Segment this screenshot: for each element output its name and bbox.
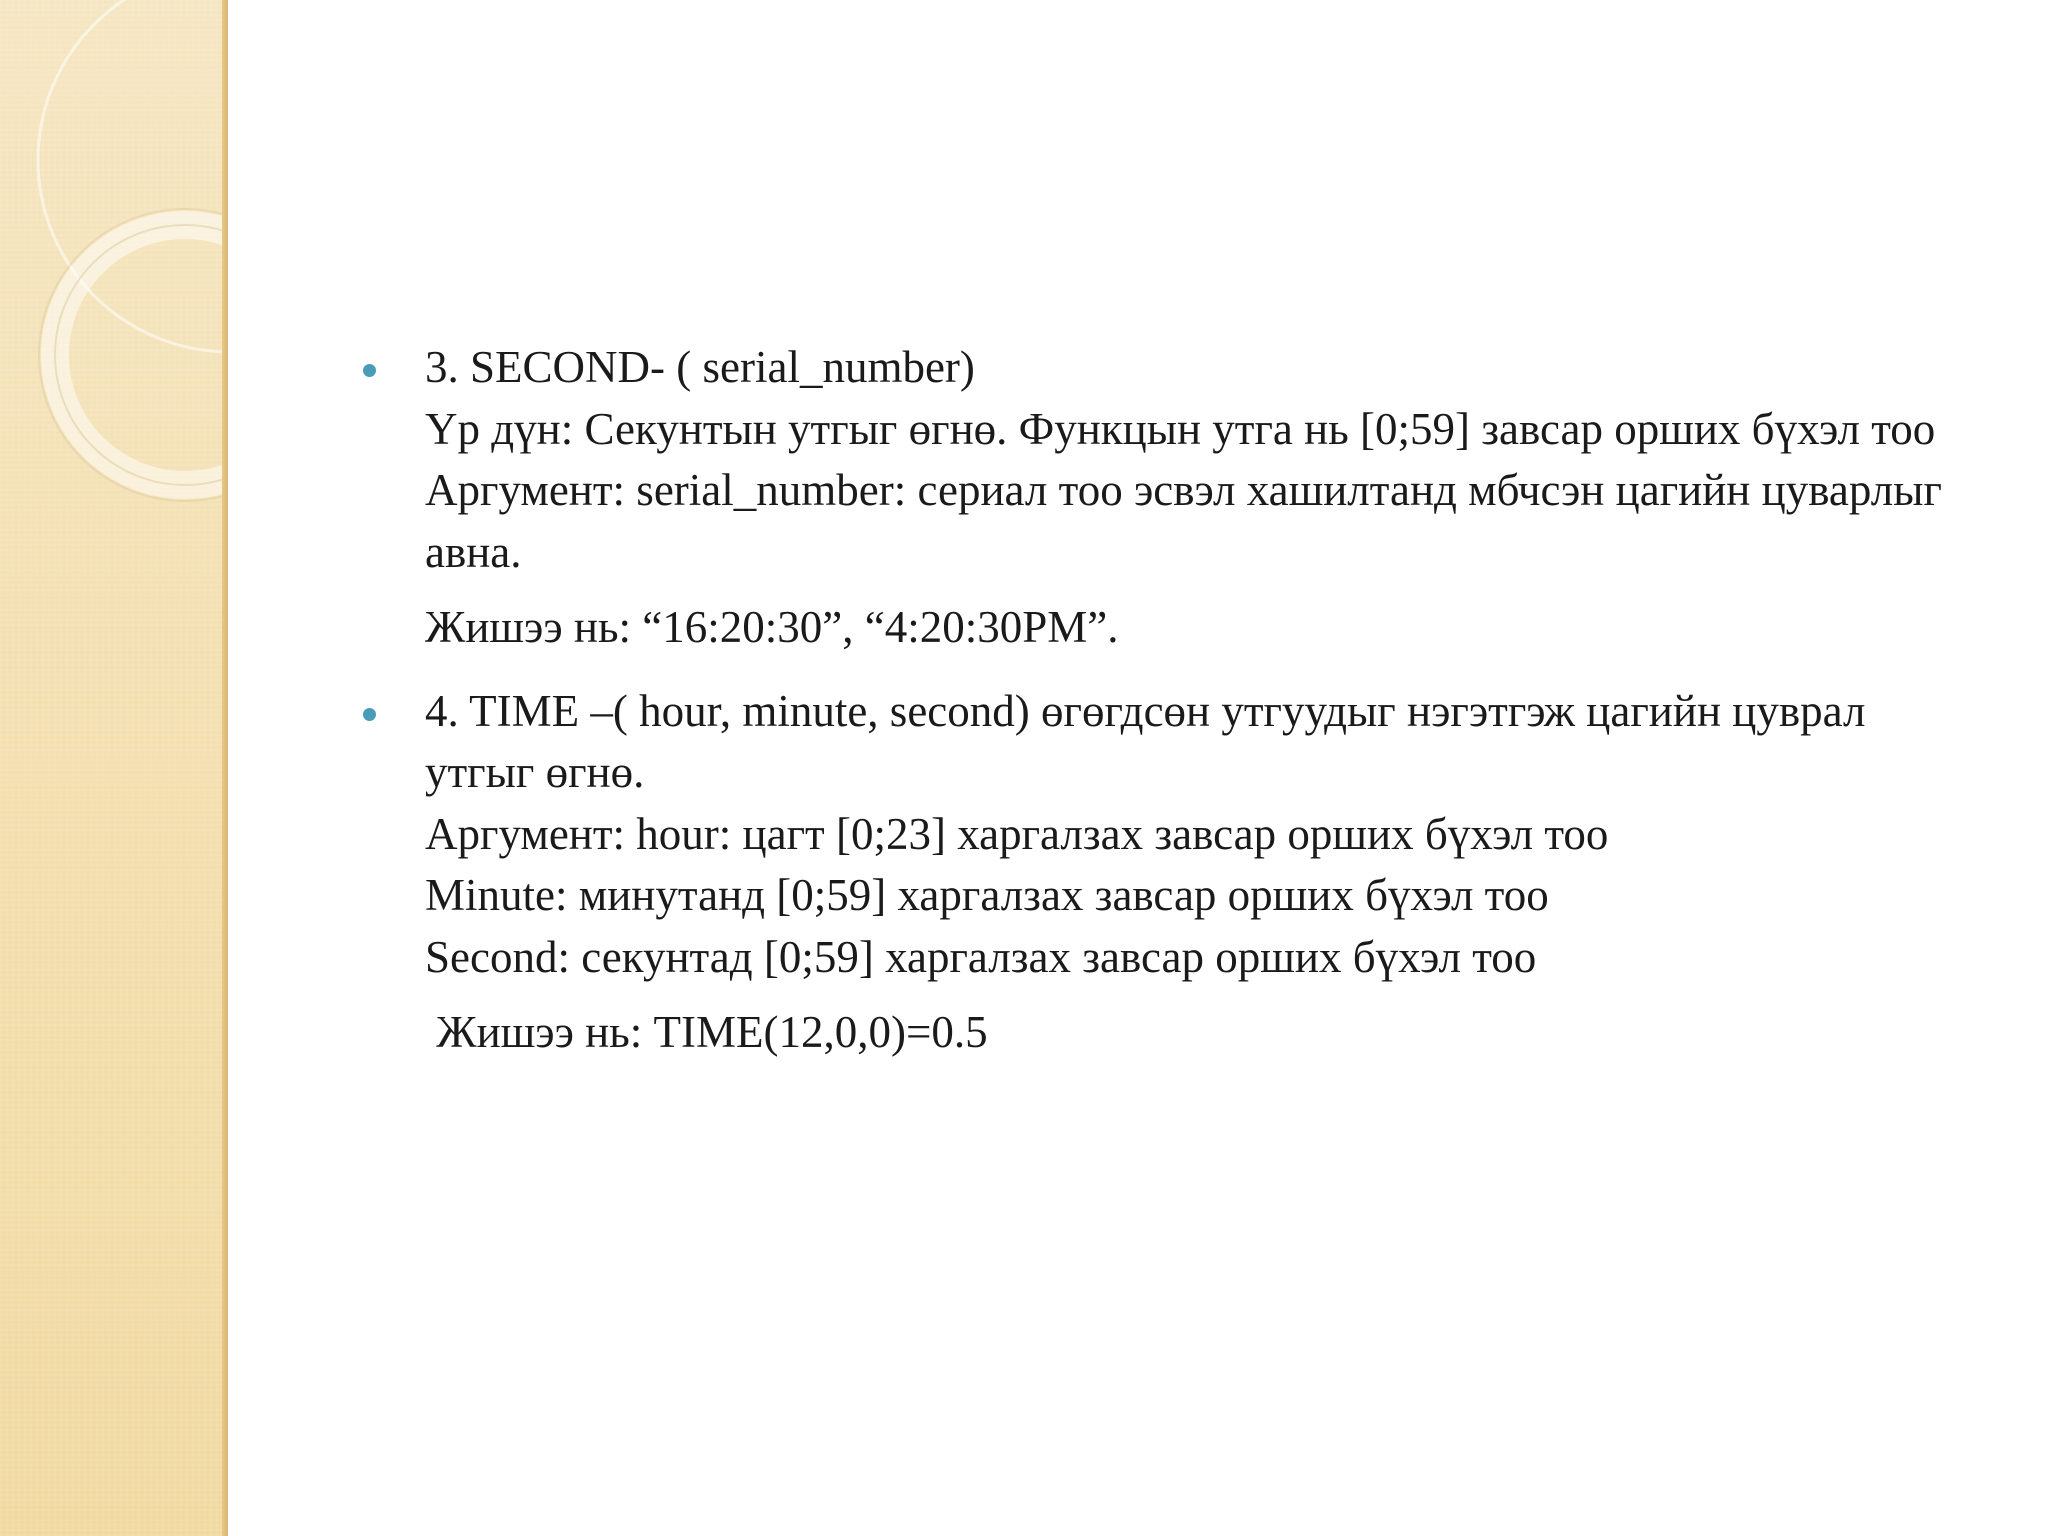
item-heading: 3. SECOND- ( serial_number) xyxy=(425,342,975,392)
item-result-text: Үр дүн: Секунтын утгыг өгнө. Функцын утга нь [0;59] завсар орших бүхэл тоо xyxy=(425,403,1936,454)
slide-content xyxy=(355,337,1975,1086)
bullet-item-second xyxy=(355,337,1975,659)
bullet-dot-icon xyxy=(363,708,376,721)
item-example: Жишээ нь: “16:20:30”, “4:20:30PM”. xyxy=(425,602,1119,652)
item-argument-hour: Аргумент: hour: цагт [0;23] харгалзах завсар орших бүхэл тоо xyxy=(425,808,1609,859)
bullet-dot-icon xyxy=(363,364,376,377)
item-example: Жишээ нь: TIME(12,0,0)=0.5 xyxy=(425,1007,988,1057)
decorative-sidebar xyxy=(0,0,228,1536)
item-argument-minute: Minute: минутанд [0;59] харгалзах завсар орших бүхэл тоо xyxy=(425,870,1549,920)
decorative-rings xyxy=(0,0,228,1536)
item-argument-second: Second: секунтад [0;59] харгалзах завсар орших бүхэл тоо xyxy=(425,931,1537,982)
item-heading: 4. TIME –( hour, minute, second) өгөгдсөн утгуудыг нэгэтгэж цагийн цуврал утгыг өгнө. xyxy=(425,685,1866,797)
sidebar-edge xyxy=(222,0,228,1536)
bullet-item-time xyxy=(355,681,1975,1064)
item-argument-text: Аргумент: serial_number: сериал тоо эсвэл хашилтанд мбчсэн цагийн цуварлыг авна. xyxy=(425,465,1942,577)
